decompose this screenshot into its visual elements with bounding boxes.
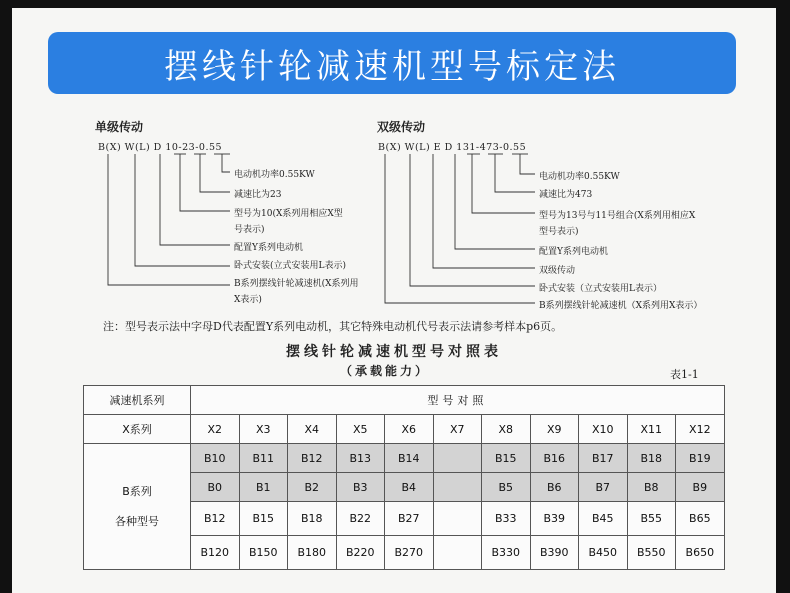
b-model-cell: B330 [482,536,531,570]
b-model-cell-empty [433,444,482,473]
b-model-cell: B14 [385,444,434,473]
double-label-power: 电动机功率0.55KW [539,172,620,182]
x-model-cell: X2 [191,415,240,444]
b-model-cell: B8 [627,473,676,502]
b-series-label: B系列 [122,484,152,498]
x-model-cell: X9 [530,415,579,444]
footnote: 注：型号表示法中字母D代表配置Y系列电动机，其它特殊电动机代号表示法请参考样本p6页。 [103,320,563,333]
b-model-cell: B120 [191,536,240,570]
b-model-cell: B550 [627,536,676,570]
double-label-series: B系列摆线针轮减速机（X系列用X表示） [539,301,703,311]
x-model-cell: X4 [288,415,337,444]
b-model-cell-empty [433,473,482,502]
model-comparison-header-cell: 型号对照 [191,386,725,415]
b-model-cell: B55 [627,502,676,536]
b-model-cell: B16 [530,444,579,473]
x-model-cell: X7 [433,415,482,444]
b-model-cell: B33 [482,502,531,536]
b-model-cell: B11 [239,444,288,473]
x-model-cell: X10 [579,415,628,444]
single-stage-code: B(X) W(L) D 10-23-0.55 [98,142,223,153]
double-stage-code: B(X) W(L) E D 131-473-0.55 [378,142,527,153]
b-series-sublabel: 各种型号 [115,514,159,528]
table-number: 表1-1 [670,368,699,381]
double-label-ratio: 减速比为473 [539,190,593,200]
page-banner-title: 摆线针轮减速机型号标定法 [48,32,736,94]
single-label-series: B系列摆线针轮减速机(X系列用 [234,279,359,289]
b-model-cell: B650 [676,536,725,570]
double-label-model-cont: 型号表示) [539,227,579,237]
b-model-cell: B45 [579,502,628,536]
double-label-mounting: 卧式安装（立式安装用L表示） [539,284,662,294]
x-series-label: X系列 [84,415,191,444]
b-model-cell: B180 [288,536,337,570]
x-model-cell: X12 [676,415,725,444]
b-model-cell: B15 [239,502,288,536]
single-label-model: 型号为10(X系列用相应X型 [234,209,343,219]
b-model-cell: B270 [385,536,434,570]
table-subtitle: （承载能力） [340,364,431,378]
table-title: 摆线针轮减速机型号对照表 [286,344,502,360]
single-label-power: 电动机功率0.55KW [234,170,315,180]
b-model-cell-empty [433,502,482,536]
x-model-cell: X11 [627,415,676,444]
b-series-row [84,444,725,473]
table-header-row [84,386,725,415]
b-model-cell: B12 [288,444,337,473]
single-stage-title: 单级传动 [95,120,144,134]
b-model-cell: B4 [385,473,434,502]
single-label-series-cont: X表示) [234,295,262,305]
single-label-mounting: 卧式安装(立式安装用L表示) [234,261,346,271]
x-model-cell: X3 [239,415,288,444]
b-model-cell: B18 [627,444,676,473]
b-model-cell: B27 [385,502,434,536]
x-series-row [84,415,725,444]
b-model-cell: B19 [676,444,725,473]
b-model-cell: B12 [191,502,240,536]
x-model-cell: X6 [385,415,434,444]
b-model-cell: B17 [579,444,628,473]
b-model-cell-empty [433,536,482,570]
double-label-model: 型号为13号与11号组合(X系列用相应X [539,211,696,221]
single-label-ratio: 减速比为23 [234,190,282,200]
b-model-cell: B39 [530,502,579,536]
b-model-cell: B9 [676,473,725,502]
b-model-cell: B13 [336,444,385,473]
b-model-cell: B65 [676,502,725,536]
b-model-cell: B15 [482,444,531,473]
b-model-cell: B150 [239,536,288,570]
b-model-cell: B22 [336,502,385,536]
double-label-double-stage: 双级传动 [539,266,576,276]
single-label-motor: 配置Y系列电动机 [234,243,303,253]
b-model-cell: B10 [191,444,240,473]
single-label-model-cont: 号表示) [234,225,265,235]
double-stage-title: 双级传动 [377,120,426,134]
b-model-cell: B5 [482,473,531,502]
b-model-cell: B1 [239,473,288,502]
b-model-cell: B7 [579,473,628,502]
b-model-cell: B3 [336,473,385,502]
b-model-cell: B0 [191,473,240,502]
x-model-cell: X5 [336,415,385,444]
b-series-label-cell [84,444,191,570]
b-model-cell: B450 [579,536,628,570]
b-model-cell: B390 [530,536,579,570]
x-model-cell: X8 [482,415,531,444]
b-model-cell: B6 [530,473,579,502]
b-model-cell: B2 [288,473,337,502]
b-model-cell: B220 [336,536,385,570]
double-label-motor: 配置Y系列电动机 [539,247,608,257]
series-header-cell: 减速机系列 [84,386,191,415]
model-comparison-table [83,385,725,570]
b-model-cell: B18 [288,502,337,536]
